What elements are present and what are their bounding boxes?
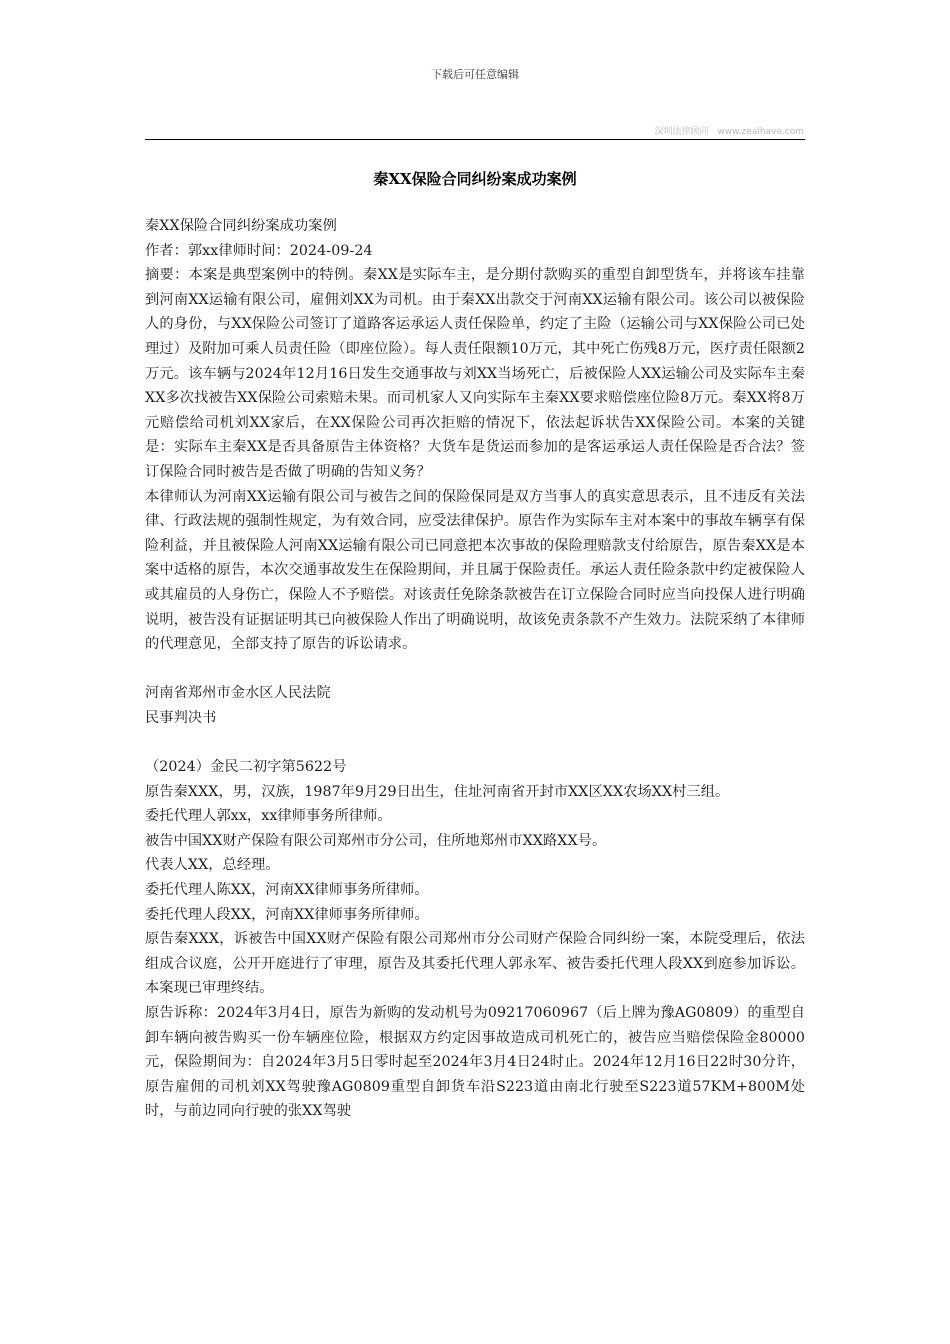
site-watermark <box>649 124 804 137</box>
lawyer-opinion-paragraph: 本律师认为河南XX运输有限公司与被告之间的保险保同是双方当事人的真实意思表示，且不违反有关法律、行政法规的强制性规定，为有效合同，应受法律保护。原告作为实际车主对本案中的事故车辆享有保险利益，并且被保险人河南XX运输有限公司已同意把本次事故的保险理赔款支付给原告，原告秦XX是本案中适格的原告，本次交通事故发生在保险期间，并且属于保险责任。承运人责任险条款中约定被保险人或其雇员的人身伤亡，保险人不予赔偿。对该责任免除条款被告在订立保险合同时应当向投保人进行明确说明，被告没有证据证明其已向被保险人作出了明确说明，故该免责条款不产生效力。法院采纳了本律师的代理意见，全部支持了原告的诉讼请求。 <box>145 488 805 653</box>
header-note: 下载后可任意编辑 <box>431 68 519 81</box>
defendant-representative: 代表人XX，总经理。 <box>145 857 280 874</box>
header-divider <box>145 139 805 140</box>
blank-line <box>145 657 805 682</box>
site-url: www.zealhave.com <box>717 127 804 137</box>
document-body <box>145 214 805 1124</box>
author-line: 作者：郭xx律师时间：2024-09-24 <box>145 242 373 259</box>
body-paragraph: 秦XX保险合同纠纷案成功案例 <box>145 218 337 234</box>
defendant-agent-2: 委托代理人段XX，河南XX律师事务所律师。 <box>145 906 429 923</box>
plaintiff-info: 原告秦XXX，男，汉族，1987年9月29日出生，住址河南省开封市XX区XX农场XX村三组。 <box>145 783 730 800</box>
document-title: 秦XX保险合同纠纷案成功案例 <box>373 170 577 188</box>
case-procedure-paragraph: 原告秦XXX，诉被告中国XX财产保险有限公司郑州市分公司财产保险合同纠纷一案，本院受理后，依法组成合议庭，公开开庭进行了审理，原告及其委托代理人郭永军、被告委托代理人段XX到庭参加诉讼。本案现已审理终结。 <box>145 931 805 997</box>
site-name: 深圳法律顾问 <box>654 127 709 137</box>
defendant-agent-1: 委托代理人陈XX，河南XX律师事务所律师。 <box>145 882 429 899</box>
plaintiff-agent: 委托代理人郭xx，xx律师事务所律师。 <box>145 808 392 825</box>
case-number: （2024）金民二初字第5622号 <box>145 759 347 776</box>
judgment-type: 民事判决书 <box>145 709 217 726</box>
defendant-info: 被告中国XX财产保险有限公司郑州市分公司，住所地郑州市XX路XX号。 <box>145 832 607 849</box>
blank-line <box>145 730 805 755</box>
abstract-paragraph: 摘要：本案是典型案例中的特例。秦XX是实际车主，是分期付款购买的重型自卸型货车，并将该车挂靠到河南XX运输有限公司，雇佣刘XX为司机。由于秦XX出款交于河南XX运输有限公司。该公司以被保险人的身份，与XX保险公司签订了道路客运承运人责任保险单，约定了主险（运输公司与XX保险公司已处理过）及附加可乘人员责任险（即座位险）。每人责任限额10万元，其中死亡伤残8万元，医疗责任限额2万元。该车辆与2024年12月16日发生交通事故与刘XX当场死亡，后被保险人XX运输公司及实际车主秦XX多次找被告XX保险公司索赔未果。而司机家人又向实际车主秦XX要求赔偿座位险8万元。秦XX将8万元赔偿给司机刘XX家后，在XX保险公司再次拒赔的情况下，依法起诉状告XX保险公司。本案的关键是：实际车主秦XX是否具备原告主体资格？大货车是货运而参加的是客运承运人责任保险是否合法？签订保险合同时被告是否做了明确的告知义务？ <box>145 267 805 480</box>
court-name: 河南省郑州市金水区人民法院 <box>145 685 331 702</box>
plaintiff-claim-paragraph: 原告诉称：2024年3月4日，原告为新购的发动机号为09217060967（后上牌为豫AG0809）的重型自卸车辆向被告购买一份车辆座位险，根据双方约定因事故造成司机死亡的，被告应当赔偿保险金80000元，保险期间为：自2024年3月5日零时起至2024年3月4日24时止。2024年12月16日22时30分许，原告雇佣的司机刘XX驾驶豫AG0809重型自卸货车沿S223道由南北行驶至S223道57KM+800M处时，与前边同向行驶的张XX驾驶 <box>145 1005 805 1120</box>
